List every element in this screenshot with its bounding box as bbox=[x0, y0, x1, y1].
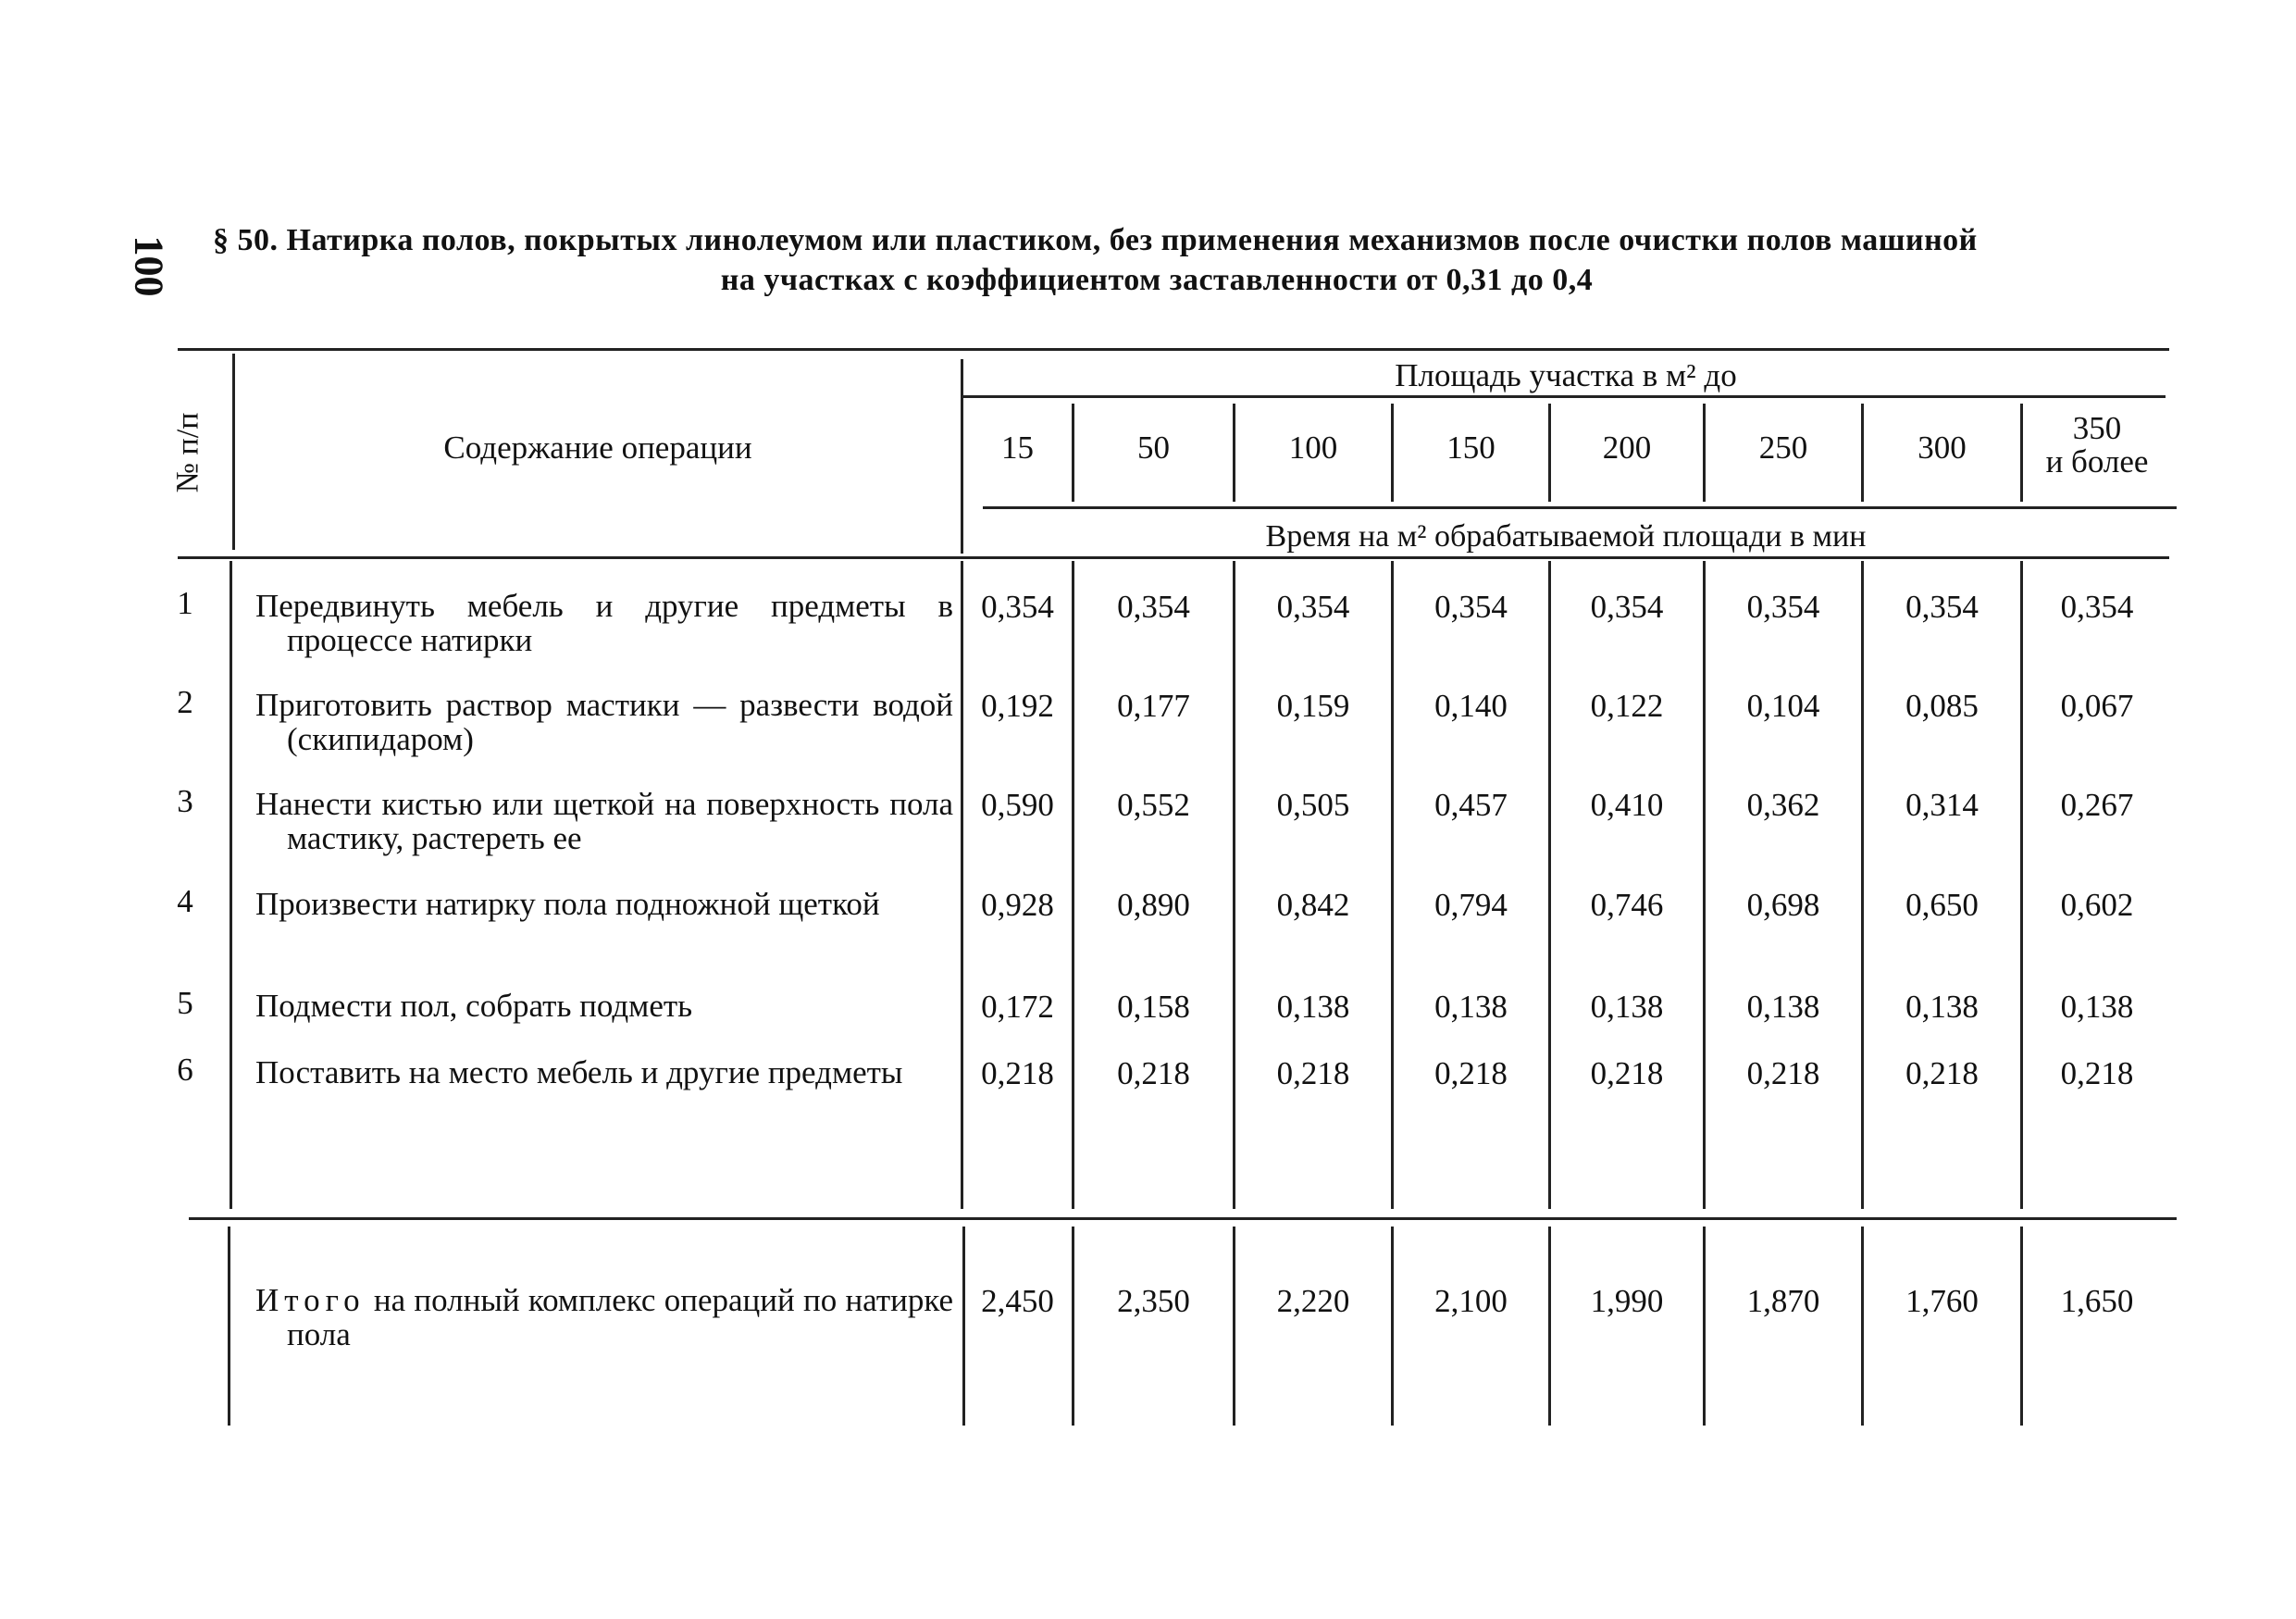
area-col-0 bbox=[963, 431, 1072, 465]
page-number: 100 bbox=[126, 235, 172, 297]
body-bottom-rule bbox=[189, 1217, 2177, 1220]
row-value: 0,192 bbox=[981, 688, 1054, 724]
row-number: 3 bbox=[177, 783, 193, 819]
area-col-3 bbox=[1394, 431, 1548, 465]
row-value: 0,410 bbox=[1590, 787, 1664, 823]
row-value: 0,138 bbox=[2060, 989, 2134, 1025]
area-header bbox=[964, 358, 2167, 393]
row-value: 0,354 bbox=[1746, 589, 1820, 625]
total-value: 1,990 bbox=[1590, 1283, 1664, 1319]
header-bottom-rule bbox=[178, 556, 2169, 559]
row-number: 5 bbox=[177, 985, 193, 1021]
row-value: 0,590 bbox=[981, 787, 1054, 823]
area-col-7 bbox=[2023, 412, 2171, 479]
area-col-line: 50 bbox=[1137, 430, 1170, 466]
row-operation: Поставить на место мебель и другие предметы bbox=[255, 1054, 903, 1090]
total-divider-3 bbox=[1391, 1227, 1394, 1426]
total-value: 1,650 bbox=[2060, 1283, 2134, 1319]
row-value: 0,218 bbox=[1276, 1055, 1350, 1091]
body-divider-2 bbox=[1233, 561, 1235, 1209]
row-value: 0,457 bbox=[1434, 787, 1508, 823]
area-col-line: и более bbox=[2045, 443, 2149, 479]
row-value: 0,218 bbox=[1746, 1055, 1820, 1091]
row-value: 0,138 bbox=[1590, 989, 1664, 1025]
col-num-header: № п/п bbox=[170, 412, 205, 493]
total-label-spaced: Итого bbox=[255, 1282, 366, 1318]
row-value: 0,158 bbox=[1117, 989, 1190, 1025]
row-value: 0,362 bbox=[1746, 787, 1820, 823]
row-operation: Нанести кистью или щеткой на поверхность пола мастику, растереть ее bbox=[255, 786, 953, 856]
total-value: 2,220 bbox=[1276, 1283, 1350, 1319]
row-value: 0,138 bbox=[1434, 989, 1508, 1025]
area-header-text: Площадь участка в м² до bbox=[1395, 357, 1737, 393]
row-value: 0,354 bbox=[1434, 589, 1508, 625]
row-value: 0,218 bbox=[2060, 1055, 2134, 1091]
area-col-line: 350 bbox=[2072, 410, 2122, 446]
table-top-rule bbox=[178, 348, 2169, 351]
area-col-line: 150 bbox=[1446, 430, 1496, 466]
row-value: 0,218 bbox=[981, 1055, 1054, 1091]
row-value: 0,140 bbox=[1434, 688, 1508, 724]
total-divider-2 bbox=[1233, 1227, 1235, 1426]
body-divider-7 bbox=[2020, 561, 2023, 1209]
row-value: 0,505 bbox=[1276, 787, 1350, 823]
area-col-line: 100 bbox=[1288, 430, 1338, 466]
col-operation-header: Содержание операции bbox=[443, 430, 752, 466]
col-divider-num bbox=[232, 354, 235, 550]
title-line-2: на участках с коэффициентом заставленности от 0,31 до 0,4 bbox=[720, 263, 1594, 297]
area-col-1 bbox=[1074, 431, 1233, 465]
row-value: 0,354 bbox=[1276, 589, 1350, 625]
total-value: 2,450 bbox=[981, 1283, 1054, 1319]
row-operation: Передвинуть мебель и другие предметы в процессе натирки bbox=[255, 588, 953, 658]
row-value: 0,928 bbox=[981, 887, 1054, 923]
row-value: 0,138 bbox=[1746, 989, 1820, 1025]
row-value: 0,354 bbox=[981, 589, 1054, 625]
time-header-rule bbox=[983, 506, 2177, 509]
total-label-rest: на полный комплекс операций по натирке пола bbox=[287, 1282, 954, 1352]
row-number: 1 bbox=[177, 585, 193, 621]
body-divider-num bbox=[230, 561, 232, 1209]
total-divider-1 bbox=[1072, 1227, 1074, 1426]
row-value: 0,218 bbox=[1117, 1055, 1190, 1091]
row-value: 0,177 bbox=[1117, 688, 1190, 724]
area-col-line: 200 bbox=[1602, 430, 1652, 466]
row-value: 0,138 bbox=[1276, 989, 1350, 1025]
row-value: 0,218 bbox=[1434, 1055, 1508, 1091]
total-divider-4 bbox=[1548, 1227, 1551, 1426]
total-label bbox=[255, 1283, 953, 1351]
row-operation: Произвести натирку пола подножной щеткой bbox=[255, 886, 880, 922]
row-value: 0,067 bbox=[2060, 688, 2134, 724]
row-value: 0,218 bbox=[1590, 1055, 1664, 1091]
total-divider-5 bbox=[1703, 1227, 1706, 1426]
row-value: 0,842 bbox=[1276, 887, 1350, 923]
row-value: 0,354 bbox=[1905, 589, 1979, 625]
row-value: 0,698 bbox=[1746, 887, 1820, 923]
body-divider-5 bbox=[1703, 561, 1706, 1209]
section-title bbox=[213, 220, 2101, 300]
body-divider-6 bbox=[1861, 561, 1864, 1209]
area-col-4 bbox=[1551, 431, 1703, 465]
row-value: 0,552 bbox=[1117, 787, 1190, 823]
row-value: 0,085 bbox=[1905, 688, 1979, 724]
row-value: 0,267 bbox=[2060, 787, 2134, 823]
row-value: 0,159 bbox=[1276, 688, 1350, 724]
area-col-line: 15 bbox=[1001, 430, 1034, 466]
row-number: 4 bbox=[177, 883, 193, 919]
body-divider-op bbox=[961, 561, 963, 1209]
title-line-1: § 50. Натирка полов, покрытых линолеумом или пластиком, без применения механизмов после очистки полов машиной bbox=[213, 223, 1978, 257]
row-number: 6 bbox=[177, 1052, 193, 1088]
row-value: 0,172 bbox=[981, 989, 1054, 1025]
row-value: 0,122 bbox=[1590, 688, 1664, 724]
total-value: 2,350 bbox=[1117, 1283, 1190, 1319]
row-value: 0,104 bbox=[1746, 688, 1820, 724]
area-header-rule bbox=[962, 395, 2166, 398]
total-divider-op bbox=[962, 1227, 965, 1426]
row-value: 0,890 bbox=[1117, 887, 1190, 923]
total-value: 2,100 bbox=[1434, 1283, 1508, 1319]
row-value: 0,314 bbox=[1905, 787, 1979, 823]
row-operation: Приготовить раствор мастики — развести водой (скипидаром) bbox=[255, 687, 953, 757]
row-value: 0,138 bbox=[1905, 989, 1979, 1025]
area-col-2 bbox=[1235, 431, 1391, 465]
total-value: 1,760 bbox=[1905, 1283, 1979, 1319]
row-value: 0,354 bbox=[1117, 589, 1190, 625]
body-divider-3 bbox=[1391, 561, 1394, 1209]
total-divider-7 bbox=[2020, 1227, 2023, 1426]
row-value: 0,354 bbox=[1590, 589, 1664, 625]
area-col-line: 250 bbox=[1758, 430, 1808, 466]
row-operation: Подмести пол, собрать подметь bbox=[255, 988, 693, 1024]
total-divider-6 bbox=[1861, 1227, 1864, 1426]
row-value: 0,602 bbox=[2060, 887, 2134, 923]
row-value: 0,794 bbox=[1434, 887, 1508, 923]
body-divider-1 bbox=[1072, 561, 1074, 1209]
row-value: 0,218 bbox=[1905, 1055, 1979, 1091]
total-divider-num bbox=[228, 1227, 230, 1426]
total-value: 1,870 bbox=[1746, 1283, 1820, 1319]
row-value: 0,354 bbox=[2060, 589, 2134, 625]
row-number: 2 bbox=[177, 684, 193, 720]
time-header: Время на м² обрабатываемой площади в мин bbox=[1265, 519, 1867, 554]
area-col-line: 300 bbox=[1917, 430, 1967, 466]
row-value: 0,650 bbox=[1905, 887, 1979, 923]
body-divider-4 bbox=[1548, 561, 1551, 1209]
area-col-5 bbox=[1706, 431, 1861, 465]
area-col-6 bbox=[1864, 431, 2020, 465]
row-value: 0,746 bbox=[1590, 887, 1664, 923]
